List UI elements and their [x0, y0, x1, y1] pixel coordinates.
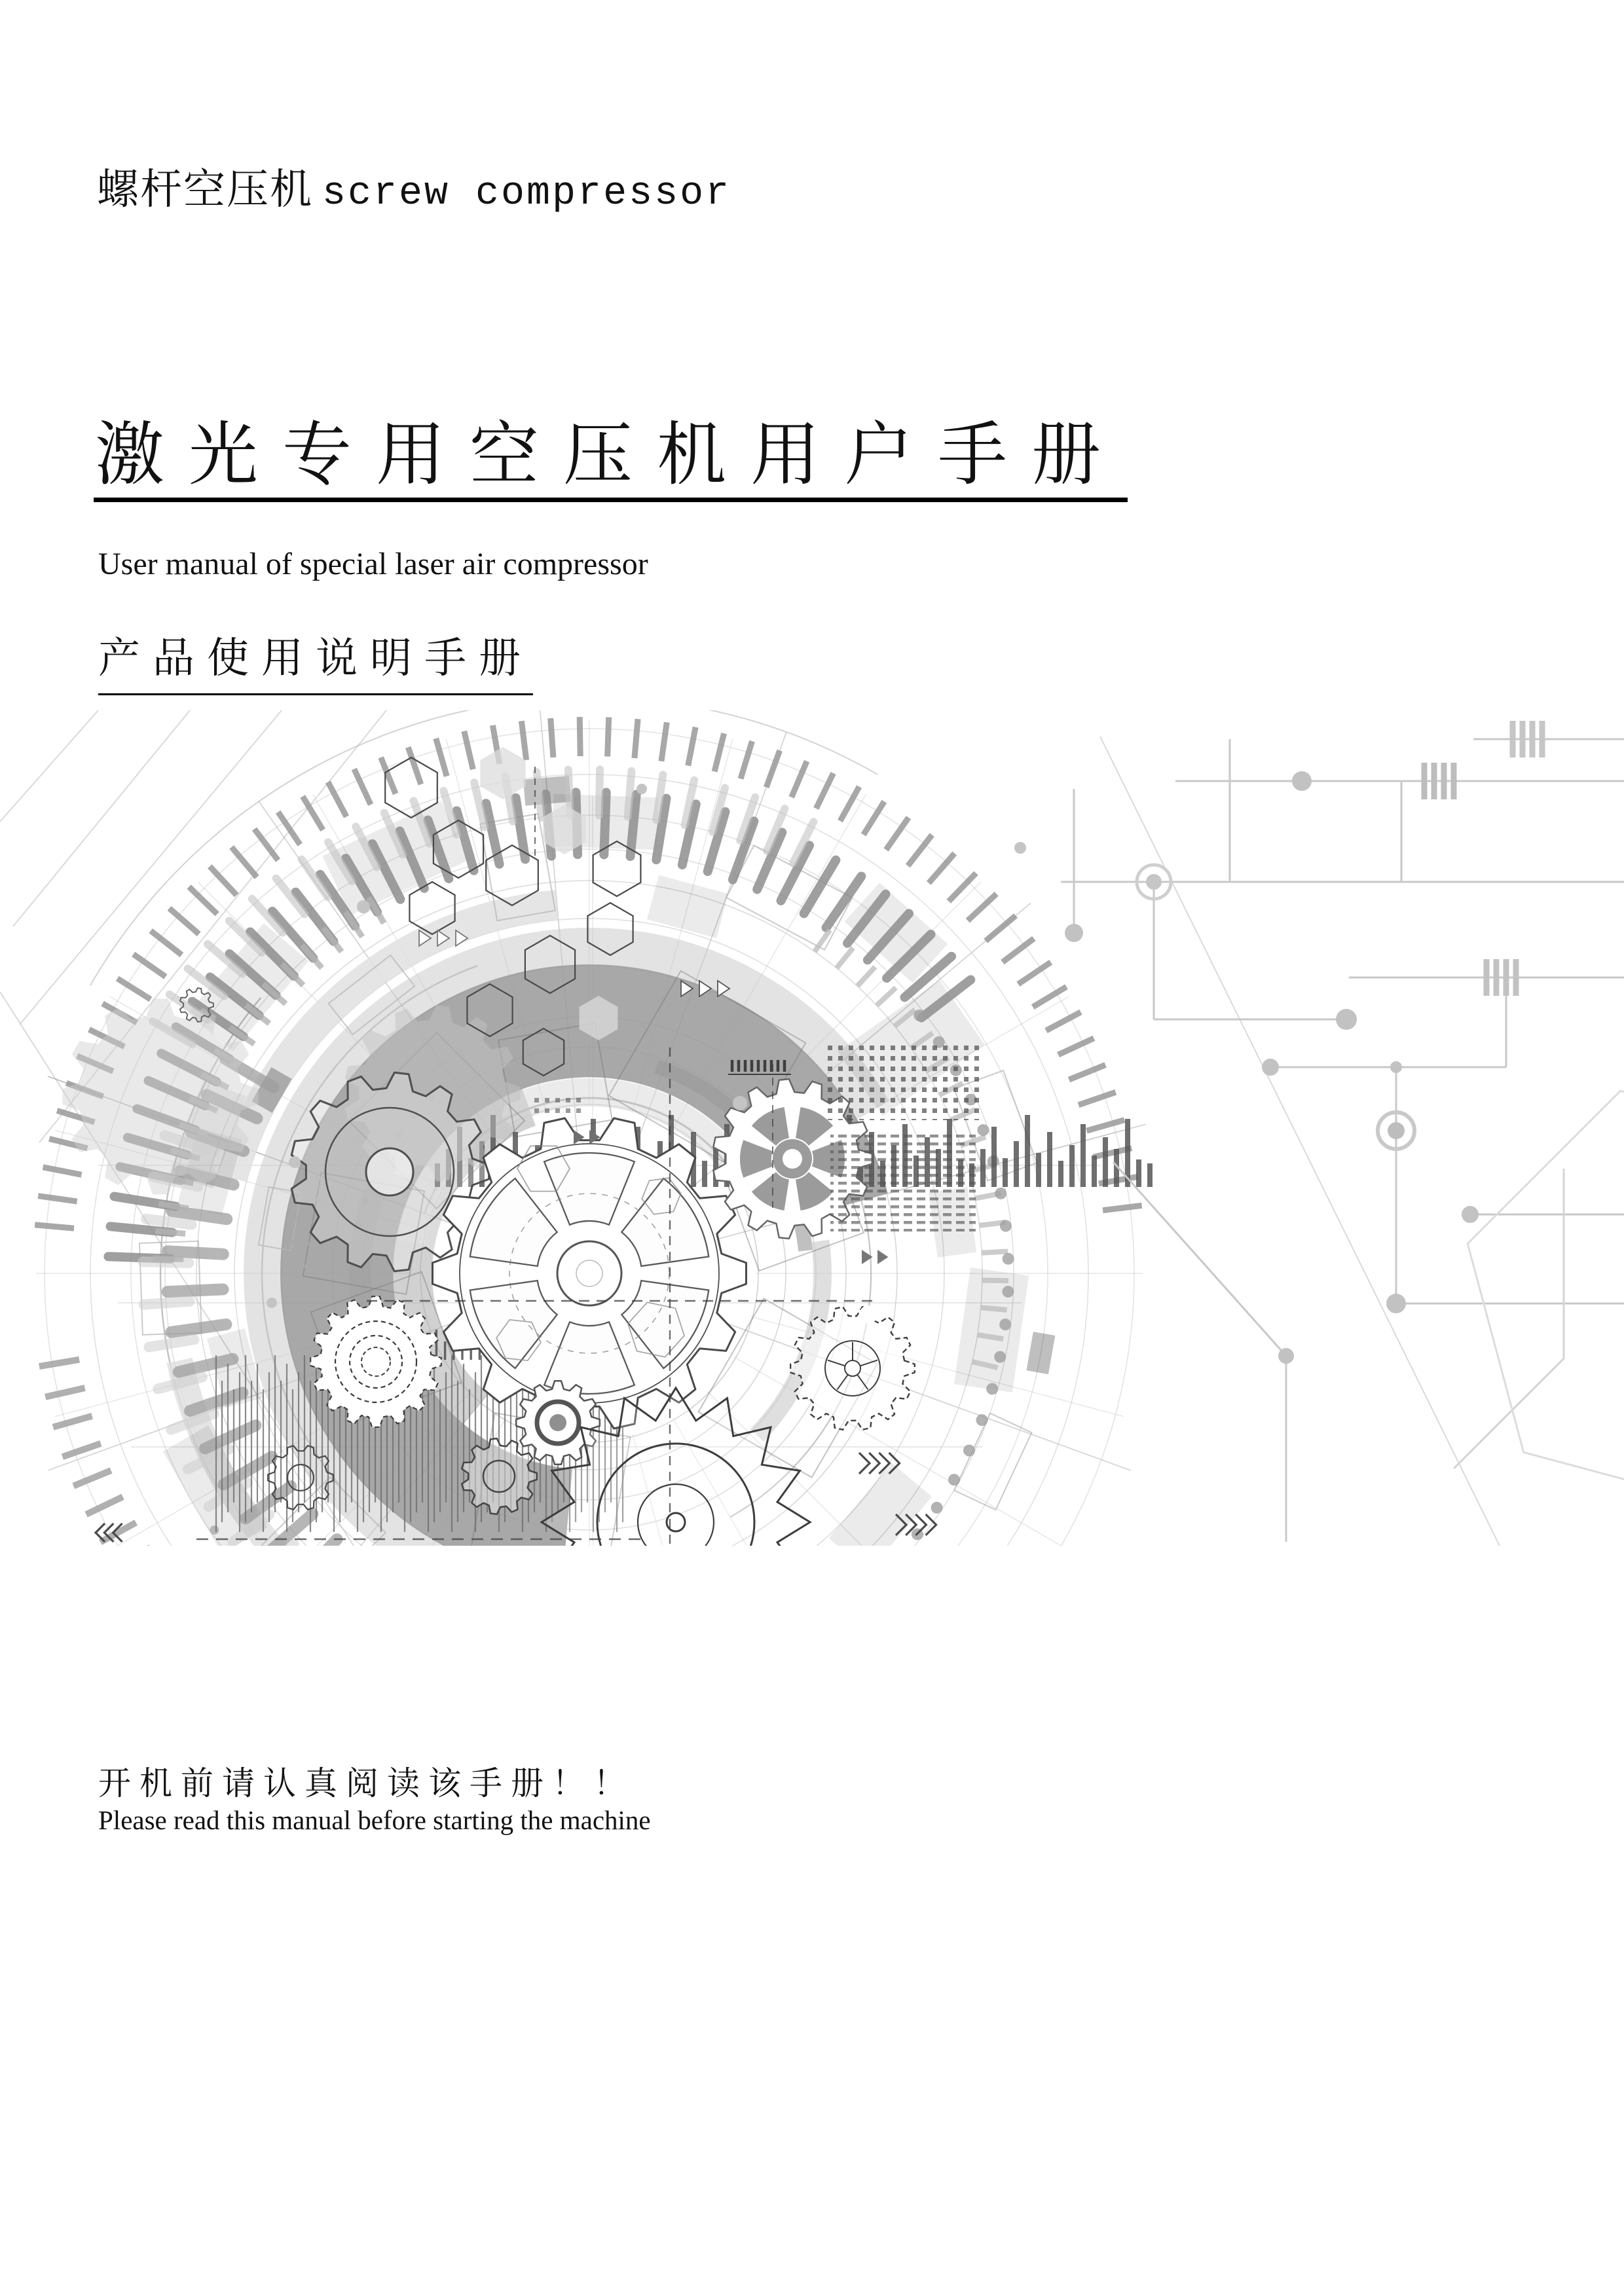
gear-circuit-illustration: [0, 710, 1624, 1546]
cover-subtitle-en: User manual of special laser air compressor: [98, 547, 648, 581]
warning-line-en: Please read this manual before starting the machine: [98, 1805, 651, 1835]
brand-name-en: screw compressor: [322, 172, 731, 216]
tech-artwork-svg: [0, 710, 1624, 1546]
brand-name-cn: 螺杆空压机: [97, 166, 313, 213]
circuit-traces: [1061, 721, 1624, 1542]
cover-subtitle-cn: 产品使用说明手册: [98, 625, 533, 695]
brand-line: [97, 156, 731, 216]
warning-line-cn: 开机前请认真阅读该手册！！: [98, 1765, 635, 1802]
cover-title-cn: 激光专用空压机用户手册: [94, 419, 1128, 502]
